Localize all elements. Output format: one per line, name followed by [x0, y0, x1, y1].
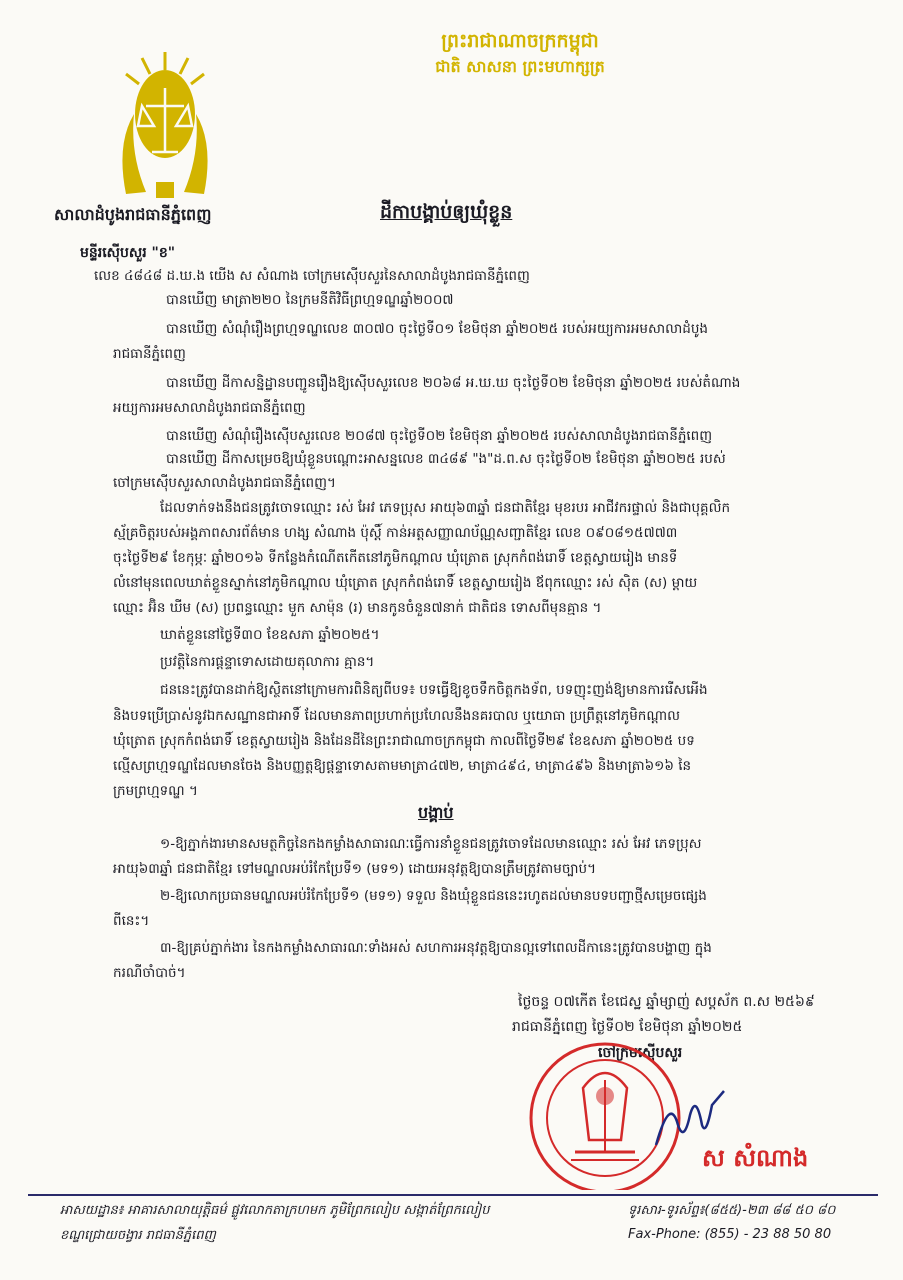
kingdom-header — [340, 28, 700, 80]
signer-title: ចៅក្រមស៊ើបសួរ — [598, 1045, 683, 1061]
body-line: ក្រមព្រហ្មទណ្ឌ ។ — [113, 783, 198, 799]
body-line: អយ្យការអមសាលាដំបូងរាជធានីភ្នំពេញ — [113, 400, 306, 416]
body-line: និងបទប្រើប្រាស់នូវឯកសណ្ឋានជាអាទិ៍ ដែលមានភាពប្រហាក់ប្រហែលនឹងនគរបាល ឬយោធា ប្រព្រឹត្តនៅភូមិកណ្តាល — [113, 708, 680, 724]
order-section-title: បង្គាប់ — [418, 803, 454, 822]
order-line: ៣-ឱ្យគ្រប់ភ្នាក់ងារ នៃកងកម្លាំងសាធារណៈទាំងអស់ សហការអនុវត្តឱ្យបានល្អទៅពេលដីកានេះត្រូវបានបង្ហាញ ក្នុង — [160, 940, 712, 956]
kingdom-line-2: ជាតិ សាសនា ព្រះមហាក្សត្រ — [435, 57, 605, 76]
court-emblem-icon — [106, 44, 224, 204]
body-line: ចៅក្រមស៊ើបសួរសាលាដំបូងរាជធានីភ្នំពេញ។ — [113, 475, 336, 491]
court-name: សាលាដំបូងរាជធានីភ្នំពេញ — [54, 205, 212, 224]
kingdom-line-1: ព្រះរាជាណាចក្រកម្ពុជា — [441, 30, 599, 52]
body-line: ឃុំត្រោត ស្រុកកំពង់រោទិ៍ ខេត្តស្វាយរៀង និងដែនដីនៃព្រះរាជាណាចក្រកម្ពុជា កាលពីថ្ងៃទី២៩ ខែឧសភា ឆ្នាំ២០២៥ បទ — [113, 733, 695, 749]
footer-divider — [28, 1194, 878, 1196]
solar-date: រាជធានីភ្នំពេញ ថ្ងៃទី០២ ខែមិថុនា ឆ្នាំ២០២៥ — [512, 1019, 743, 1035]
body-line: ស្ម័គ្រចិត្តរបស់អង្គភាពសារព័ត៌មាន ហង្ស សំណាង ប៉ុស្តិ៍ កាន់អត្តសញ្ញាណប័ណ្ណសញ្ជាតិខ្មែរ លេខ ០៩០៨១៥៧៧៣ — [113, 525, 678, 541]
lunar-date: ថ្ងៃចន្ទ ០៧កើត ខែជេស្ឋ ឆ្នាំម្សាញ់ សប្តស័ក ព.ស ២៥៦៩ — [518, 994, 815, 1010]
order-line: អាយុ៦៣ឆ្នាំ ជនជាតិខ្មែរ ទៅមណ្ឌលអប់រំកែប្រែទី១ (មទ១) ដោយអនុវត្តឱ្យបានត្រឹមត្រូវតាមច្បាប់។ — [113, 861, 596, 877]
body-line: លំនៅមុនពេលឃាត់ខ្លួនស្នាក់នៅភូមិកណ្តាល ឃុំត្រោត ស្រុកកំពង់រោទិ៍ ខេត្តស្វាយរៀង ឪពុកឈ្មោះ រស់ ស៊ិត (ស) ម្តាយ — [113, 575, 698, 591]
body-line: ឃាត់ខ្លួននៅថ្ងៃទី៣០ ខែឧសភា ឆ្នាំ២០២៥។ — [160, 627, 380, 643]
body-line: ដែលទាក់ទងនឹងជនត្រូវចោទឈ្មោះ រស់ អែវ ភេទប្រុស អាយុ៦៣ឆ្នាំ ជនជាតិខ្មែរ មុខរបរ អាជីវករផ្ទាល់ និងជាបុគ្គលិក — [160, 500, 731, 516]
body-line: បានឃើញ ដីកាសន្និដ្ឋានបញ្ជូនរឿងឱ្យស៊ើបសួរលេខ ២០៦៨ អ.ឃ.ឃ ចុះថ្ងៃទី០២ ខែមិថុនា ឆ្នាំ២០២៥ របស់តំណាង — [166, 375, 741, 391]
order-line: ២-ឱ្យលោកប្រធានមណ្ឌលអប់រំកែប្រែទី១ (មទ១) ទទួល និងឃុំខ្លួនជននេះរហូតដល់មានបទបញ្ជាថ្មីសម្រេចផ្សេង — [160, 888, 707, 904]
body-line: ឈ្មោះ អ៊ិន ឃីម (ស) ប្រពន្ធឈ្មោះ មួក សាម៉ុន (រ) មានកូនចំនួន៧នាក់ ជាតិជន ទោសពីមុនគ្មាន ។ — [113, 600, 602, 616]
footer-phone: ទូរសារ-ទូរស័ព្ទ៖(៨៥៥)-២៣ ៨៨ ៥០ ៨០ — [628, 1203, 836, 1218]
order-line: ១-ឱ្យភ្នាក់ងារមានសមត្ថកិច្ចនៃកងកម្លាំងសាធារណៈធ្វើការនាំខ្លួនជនត្រូវចោទដែលមានឈ្មោះ រស់ អែវ ភេទប្រុស — [160, 836, 702, 852]
document-title: ដីកាបង្គាប់ឲ្យឃុំខ្លួន — [380, 201, 513, 223]
office-name: មន្ទីរស៊ើបសួរ "ខ" — [80, 245, 175, 261]
body-line: បានឃើញ សំណុំរឿងព្រហ្មទណ្ឌលេខ ៣០៧០ ចុះថ្ងៃទី០១ ខែមិថុនា ឆ្នាំ២០២៥ របស់អយ្យការអមសាលាដំបូង — [166, 321, 708, 337]
footer-fax: Fax-Phone: (855) - 23 88 50 80 — [628, 1227, 832, 1242]
body-line: ចុះថ្ងៃទី២៩ ខែកុម្ភៈ ឆ្នាំ២០១៦ ទីកន្លែងកំណើតកើតនៅភូមិកណ្តាល ឃុំត្រោត ស្រុកកំពង់រោទិ៍ ខេត្តស្វាយរៀង មានទី — [113, 550, 678, 566]
body-line: ល្មើសព្រហ្មទណ្ឌដែលមានចែង និងបញ្ញត្តឱ្យផ្តន្ទាទោសតាមមាត្រា៤៧២, មាត្រា៤៩៤, មាត្រា៤៩៦ និងមាត្រា៦១៦ នៃ — [113, 758, 692, 774]
body-line: បានឃើញ សំណុំរឿងស៊ើបសួរលេខ ២០៨៧ ចុះថ្ងៃទី០២ ខែមិថុនា ឆ្នាំ២០២៥ របស់សាលាដំបូងរាជធានីភ្នំពេញ — [166, 428, 713, 444]
order-line: ករណីចាំបាច់។ — [113, 965, 186, 981]
signer-name: ស សំណាង — [702, 1144, 809, 1172]
body-line: រាជធានីភ្នំពេញ — [113, 346, 186, 362]
order-line: ពីនេះ។ — [113, 913, 150, 929]
body-line: លេខ ៤៨៤៨ ដ.ឃ.ង យើង ស សំណាង ចៅក្រមស៊ើបសួរនៃសាលាដំបូងរាជធានីភ្នំពេញ — [94, 268, 530, 284]
body-line: បានឃើញ មាត្រា២២០ នៃក្រមនីតិវិធីព្រហ្មទណ្ឌឆ្នាំ២០០៧ — [166, 292, 454, 308]
body-line: ជននេះត្រូវបានដាក់ឱ្យស្ថិតនៅក្រោមការពិនិត្យពីបទ៖ បទធ្វើឱ្យខូចទឹកចិត្តកងទ័ព, បទញុះញង់ឱ្យមានការរើសអើង — [160, 682, 708, 698]
body-line: ប្រវត្តិនៃការផ្តន្ទាទោសដោយតុលាការ គ្មាន។ — [160, 654, 375, 670]
body-line: បានឃើញ ដីកាសម្រេចឱ្យឃុំខ្លួនបណ្តោះអាសន្នលេខ ៣៤៨៩ "ង"ដ.ព.ស ចុះថ្ងៃទី០២ ខែមិថុនា ឆ្នាំ២០២៥ របស់ — [166, 451, 726, 467]
footer-address-line-1: អាសយដ្ឋាន៖ អាគារសាលាយុត្តិធម៌ ផ្លូវលោកតាក្រហមក ភូមិព្រែកលៀប សង្កាត់ព្រែកលៀប — [60, 1203, 490, 1218]
footer-address-line-2: ខណ្ឌជ្រោយចង្វារ រាជធានីភ្នំពេញ — [60, 1228, 216, 1243]
